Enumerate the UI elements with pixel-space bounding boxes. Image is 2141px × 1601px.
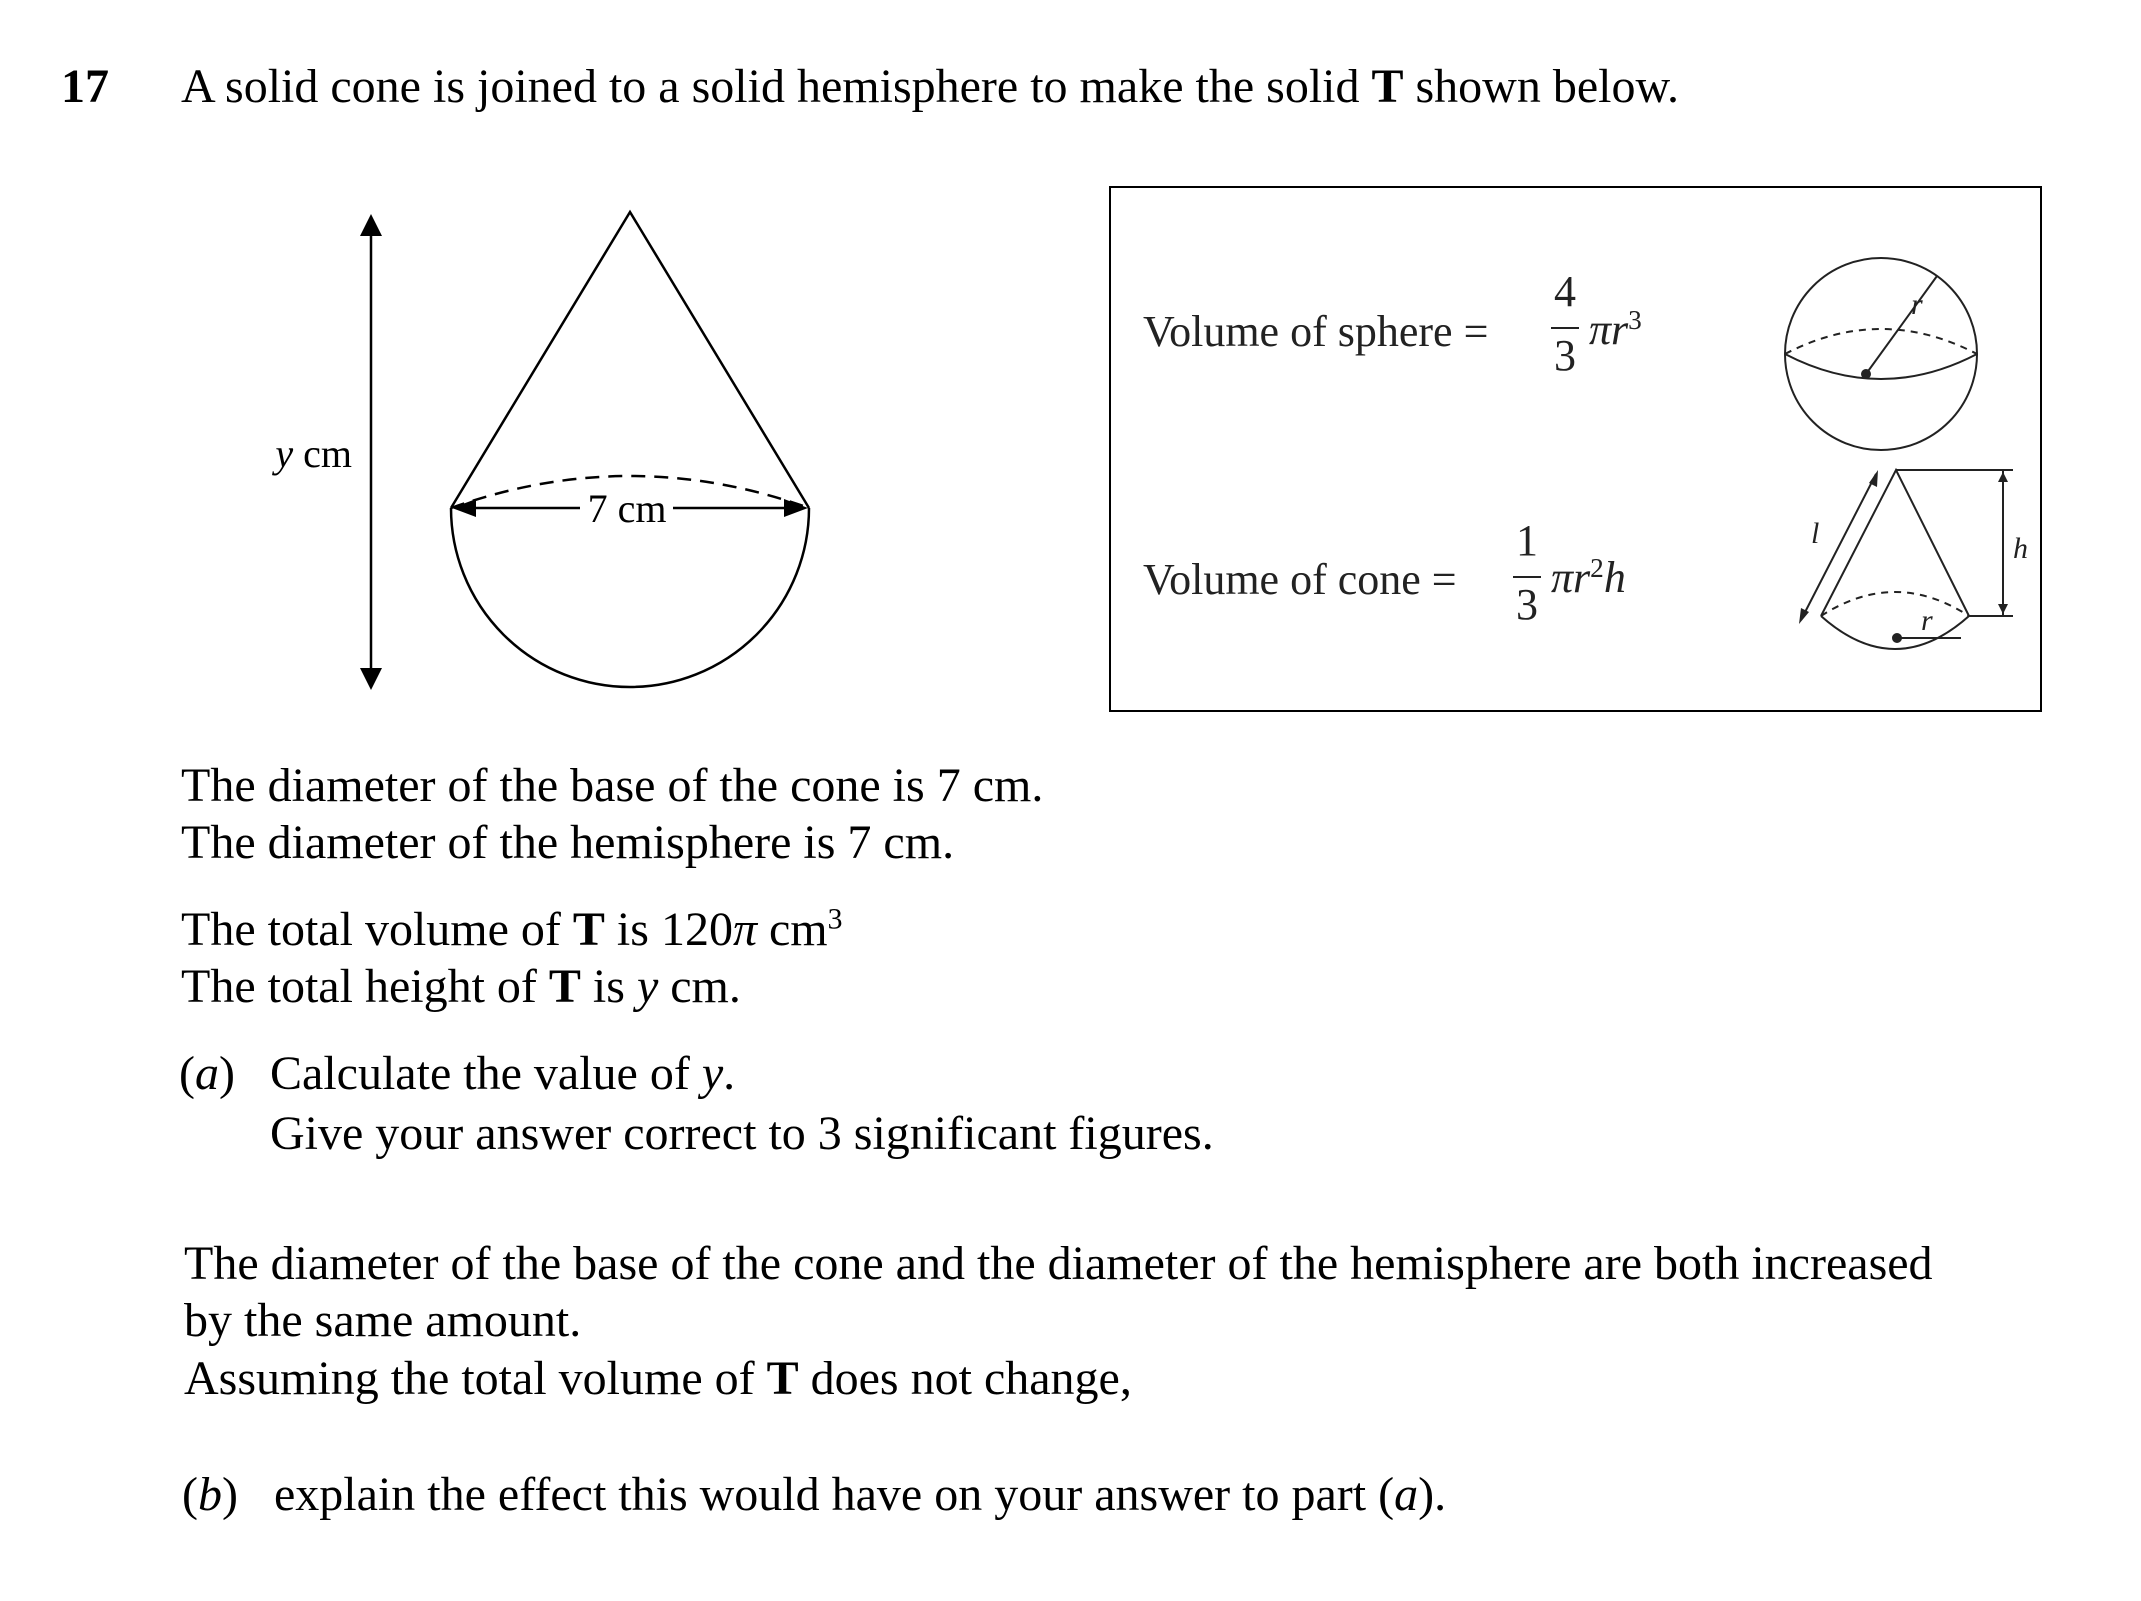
statement-total-volume [181,902,843,956]
height-label: y cm [275,431,352,476]
cone-radius-label: r [1921,604,1933,637]
part-b-context-line-1: The diameter of the base of the cone and the diameter of the hemisphere are both increased [184,1237,1933,1290]
sphere-formula-label: Volume of sphere = [1143,307,1489,356]
intro-text-end: shown below. [1403,60,1680,113]
solid-t-diagram [230,190,1060,750]
sphere-sketch [1761,238,2001,478]
height-arrowhead-top [1998,472,2008,482]
height-text-start: The total height of [181,960,549,1013]
statement-cone-diameter: The diameter of the base of the cone is 7 cm. [181,759,1044,812]
sphere-fraction-bar [1551,327,1579,329]
volume-power: 3 [827,902,843,936]
intro-solid-name: T [1371,60,1404,113]
hemisphere-outline [451,508,809,687]
cone-h: h [1603,553,1626,602]
height-arrowhead-bottom [1998,604,2008,614]
diameter-label: 7 cm [587,486,667,531]
formulae-box [1109,186,2042,712]
part-a-text: Calculate the value of [270,1047,702,1100]
sphere-power: 3 [1628,305,1642,335]
cone-formula-label: Volume of cone = [1143,555,1457,604]
height-text-end: cm. [658,960,741,1013]
cone-formula-expression [1551,553,1626,602]
height-arrowhead-down [360,668,382,690]
sphere-equator-front [1785,354,1977,379]
part-a-label: (a) [179,1047,235,1100]
sphere-centre-dot [1861,369,1871,379]
cone-sketch [1751,468,2031,688]
part-b-context-line-2: by the same amount. [184,1294,582,1347]
cone-slant-label: l [1811,517,1820,550]
question-intro [181,60,1680,113]
sphere-fraction-numerator: 4 [1554,267,1576,316]
sphere-pi-r: πr [1589,305,1629,354]
part-b-context-line-3: Assuming the total volume of T does not change, [184,1352,1132,1405]
cone-sketch-outline [1821,470,1969,616]
sphere-fraction-denominator: 3 [1554,331,1576,380]
sphere-equator-back [1785,329,1977,354]
height-solid-name: T [548,960,581,1013]
cone-sketch-base-front [1821,616,1969,649]
volume-text-start: The total volume of [181,903,573,956]
cone-height-label: h [2013,532,2028,565]
part-a-question: Calculate the value of y. [270,1047,736,1100]
intro-text-start: A solid cone is joined to a solid hemisphere to make the solid [181,60,1372,113]
volume-pi: π [732,903,757,956]
height-variable: y [636,960,659,1013]
cone-sketch-base-back [1821,592,1969,616]
part-b-question: explain the effect this would have on your answer to part (a). [274,1468,1447,1521]
height-arrowhead-up [360,214,382,236]
cone-outline [451,212,809,508]
slant-arrowhead-lower [1799,608,1809,624]
cone-pi-r: πr [1551,553,1591,602]
context-solid-name: T [766,1352,799,1405]
part-a-variable: y [701,1047,724,1100]
question-number: 17 [61,60,109,113]
height-text-middle: is [580,960,637,1013]
part-a-instruction: Give your answer correct to 3 significant figures. [270,1107,1214,1160]
cone-fraction-bar [1513,576,1541,578]
statement-hemisphere-diameter: The diameter of the hemisphere is 7 cm. [181,816,955,869]
part-b-reference: a [1394,1468,1419,1521]
volume-solid-name: T [572,903,605,956]
cone-sketch-centre-dot [1892,633,1902,643]
sphere-formula-expression [1589,305,1642,354]
cone-power: 2 [1590,553,1604,583]
volume-text-middle: is 120 [604,903,733,956]
part-b-label: (b) [182,1468,238,1521]
cone-fraction-numerator: 1 [1516,516,1538,565]
volume-unit: cm [756,903,828,956]
sphere-radius-line [1866,276,1937,374]
sphere-radius-label: r [1911,288,1923,321]
cone-fraction-denominator: 3 [1516,580,1538,629]
statement-total-height [181,960,741,1013]
